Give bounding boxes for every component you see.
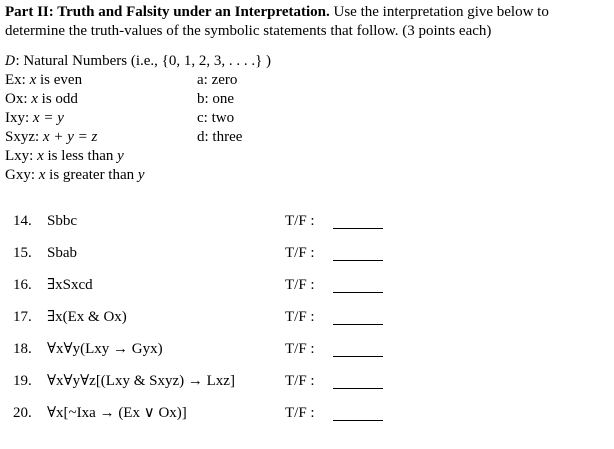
answer-blank[interactable] bbox=[333, 356, 383, 357]
question-number: 19. bbox=[13, 373, 32, 389]
question-statement: Sbab bbox=[47, 245, 77, 261]
instructions-text: Use the interpretation give below to determine the truth-values of the symbolic statements that follow. (3 points each) bbox=[5, 4, 549, 39]
constant-d: d: three bbox=[197, 129, 243, 145]
answer-blank[interactable] bbox=[333, 228, 383, 229]
constant-a: a: zero bbox=[197, 72, 238, 88]
predicate-variable: y bbox=[117, 148, 124, 164]
predicate-variable: x bbox=[38, 167, 46, 183]
predicate-symbol: Lxy: bbox=[5, 148, 38, 164]
question-number: 16. bbox=[13, 277, 32, 293]
question-number: 17. bbox=[13, 309, 32, 325]
predicate-variable: x + y = z bbox=[42, 129, 98, 145]
question-16 bbox=[5, 276, 609, 296]
predicate-symbol: Sxyz: bbox=[5, 129, 43, 145]
predicate-identity bbox=[5, 109, 64, 127]
predicate-meaning: is less than bbox=[43, 148, 118, 164]
predicate-variable: y bbox=[137, 167, 145, 183]
predicate-variable: x = y bbox=[32, 110, 64, 126]
predicate-meaning: is even bbox=[36, 72, 83, 88]
question-statement: ∀x∀y∀z[(Lxy & Sxyz) → Lxz] bbox=[47, 373, 235, 389]
predicate-odd bbox=[5, 90, 78, 108]
tf-label: T/F : bbox=[285, 245, 315, 261]
answer-blank[interactable] bbox=[333, 388, 383, 389]
section-title: Part II: Truth and Falsity under an Interpretation. bbox=[5, 4, 330, 20]
question-statement: ∃xSxcd bbox=[47, 277, 93, 293]
predicate-sum bbox=[5, 128, 97, 146]
predicate-symbol: Ox: bbox=[5, 91, 32, 107]
question-statement: Sbbc bbox=[47, 213, 77, 229]
predicate-symbol: Ixy: bbox=[5, 110, 33, 126]
constant-c: c: two bbox=[197, 110, 235, 126]
domain-symbol: D bbox=[5, 54, 16, 69]
question-number: 15. bbox=[13, 245, 32, 261]
tf-label: T/F : bbox=[285, 277, 315, 293]
predicate-variable: x bbox=[29, 72, 37, 88]
worksheet-page bbox=[5, 3, 609, 421]
predicate-less-than bbox=[5, 147, 124, 165]
domain-line bbox=[5, 52, 271, 70]
question-18 bbox=[5, 340, 609, 360]
predicate-variable: x bbox=[37, 148, 44, 164]
answer-blank[interactable] bbox=[333, 324, 383, 325]
question-20 bbox=[5, 404, 609, 424]
question-number: 18. bbox=[13, 341, 32, 357]
predicate-variable: x bbox=[31, 91, 38, 107]
constant-b: b: one bbox=[197, 91, 235, 107]
predicate-symbol: Gxy: bbox=[5, 167, 39, 183]
domain-text: : Natural Numbers (i.e., {0, 1, 2, 3, . . . .} ) bbox=[15, 53, 272, 69]
tf-label: T/F : bbox=[285, 405, 315, 421]
question-17 bbox=[5, 308, 609, 328]
interpretation-block bbox=[5, 52, 609, 182]
tf-label: T/F : bbox=[285, 341, 315, 357]
answer-blank[interactable] bbox=[333, 260, 383, 261]
question-14 bbox=[5, 212, 609, 232]
predicate-symbol: Ex: bbox=[5, 72, 30, 88]
tf-label: T/F : bbox=[285, 213, 315, 229]
question-statement: ∀x[~Ixa → (Ex ∨ Ox)] bbox=[47, 405, 187, 421]
question-statement: ∀x∀y(Lxy → Gyx) bbox=[47, 341, 163, 357]
tf-label: T/F : bbox=[285, 309, 315, 325]
predicate-meaning: is greater than bbox=[45, 167, 138, 183]
predicate-meaning: is odd bbox=[37, 91, 78, 107]
question-number: 14. bbox=[13, 213, 32, 229]
predicate-greater-than bbox=[5, 166, 145, 184]
answer-blank[interactable] bbox=[333, 292, 383, 293]
question-number: 20. bbox=[13, 405, 32, 421]
question-statement: ∃x(Ex & Ox) bbox=[47, 309, 127, 325]
section-instructions bbox=[5, 3, 609, 41]
question-19 bbox=[5, 372, 609, 392]
tf-label: T/F : bbox=[285, 373, 315, 389]
predicate-even bbox=[5, 71, 82, 89]
answer-blank[interactable] bbox=[333, 420, 383, 421]
question-15 bbox=[5, 244, 609, 264]
